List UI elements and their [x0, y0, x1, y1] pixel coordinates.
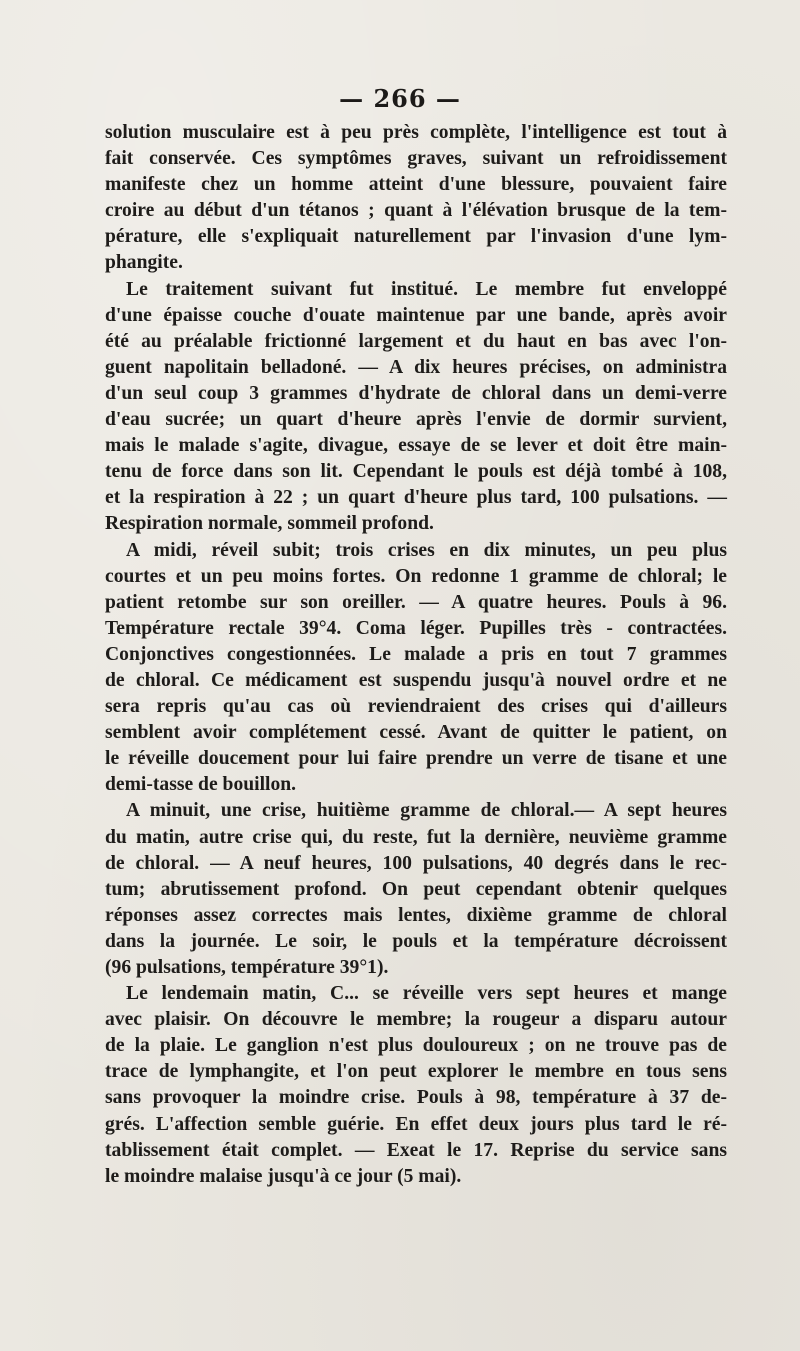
paragraph-first-line: A midi, réveil subit; trois crises en dix minutes, un peu plus: [126, 539, 727, 561]
text-line: d'eau sucrée; un quart d'heure après l'envie de dormir survient,: [105, 409, 727, 431]
page-number: — 266 —: [339, 84, 461, 113]
text-line: d'un seul coup 3 grammes d'hydrate de chloral dans un demi-verre: [105, 382, 727, 404]
text-line: manifeste chez un homme atteint d'une blessure, pouvaient faire: [105, 174, 727, 196]
text-line: tum; abrutissement profond. On peut cependant obtenir quelques: [105, 878, 727, 900]
text-line: pérature, elle s'expliquait naturellement par l'invasion d'une lym-: [105, 226, 727, 248]
text-line: réponses assez correctes mais lentes, dixième gramme de chloral: [105, 904, 727, 926]
text-line: tenu de force dans son lit. Cependant le pouls est déjà tombé à 108,: [105, 461, 727, 483]
text-line: guent napolitain belladoné. — A dix heures précises, on administra: [105, 356, 727, 378]
text-line: sans provoquer la moindre crise. Pouls à 98, température à 37 de-: [105, 1087, 727, 1109]
text-line: avec plaisir. On découvre le membre; la rougeur a disparu autour: [105, 1009, 727, 1031]
text-line: été au préalable frictionné largement et du haut en bas avec l'on-: [105, 330, 727, 352]
text-line: solution musculaire est à peu près complète, l'intelligence est tout à: [105, 122, 727, 143]
text-line: mais le malade s'agite, divague, essaye de se lever et doit être main-: [105, 435, 727, 457]
paragraph-first-line: A minuit, une crise, huitième gramme de chloral.— A sept heures: [126, 800, 727, 822]
text-line: grés. L'affection semble guérie. En effet deux jours plus tard le ré-: [105, 1113, 727, 1135]
text-line: de chloral. Ce médicament est suspendu jusqu'à nouvel ordre et ne: [105, 669, 727, 691]
text-line: (96 pulsations, température 39°1).: [105, 957, 389, 978]
text-line: phangite.: [105, 252, 183, 274]
text-line: du matin, autre crise qui, du reste, fut la dernière, neuvième gramme: [105, 826, 727, 848]
text-line: croire au début d'un tétanos ; quant à l'élévation brusque de la tem-: [105, 200, 727, 222]
text-line: le réveille doucement pour lui faire prendre un verre de tisane et une: [105, 748, 727, 770]
text-line: Respiration normale, sommeil profond.: [105, 513, 434, 535]
text-line: fait conservée. Ces symptômes graves, suivant un refroidissement: [105, 148, 727, 170]
text-line: demi-tasse de bouillon.: [105, 774, 297, 796]
text-line: et la respiration à 22 ; un quart d'heure plus tard, 100 pulsations. —: [105, 487, 727, 509]
text-line: semblent avoir complétement cessé. Avant de quitter le patient, on: [105, 722, 727, 744]
paragraph-first-line: Le lendemain matin, C... se réveille vers sept heures et mange: [126, 983, 727, 1005]
text-line: dans la journée. Le soir, le pouls et la température décroissent: [105, 930, 727, 952]
text-line: de chloral. — A neuf heures, 100 pulsations, 40 degrés dans le rec-: [105, 852, 727, 874]
text-line: Température rectale 39°4. Coma léger. Pupilles très - contractées.: [105, 617, 727, 639]
text-line: d'une épaisse couche d'ouate maintenue par une bande, après avoir: [105, 304, 727, 326]
text-line: de la plaie. Le ganglion n'est plus douloureux ; on ne trouve pas de: [105, 1035, 727, 1057]
text-line: sera repris qu'au cas où reviendraient des crises qui d'ailleurs: [105, 696, 727, 718]
text-line: courtes et un peu moins fortes. On redonne 1 gramme de chloral; le: [105, 565, 727, 587]
text-line: patient retombe sur son oreiller. — A quatre heures. Pouls à 96.: [105, 591, 727, 613]
text-line: tablissement était complet. — Exeat le 17. Reprise du service sans: [105, 1139, 727, 1161]
paragraph-first-line: Le traitement suivant fut institué. Le membre fut enveloppé: [126, 278, 727, 300]
text-line: trace de lymphangite, et l'on peut explorer le membre en tous sens: [105, 1061, 727, 1083]
text-line: Conjonctives congestionnées. Le malade a pris en tout 7 grammes: [105, 643, 727, 665]
body-text: [105, 120, 727, 1190]
text-line: le moindre malaise jusqu'à ce jour (5 mai).: [105, 1165, 462, 1187]
